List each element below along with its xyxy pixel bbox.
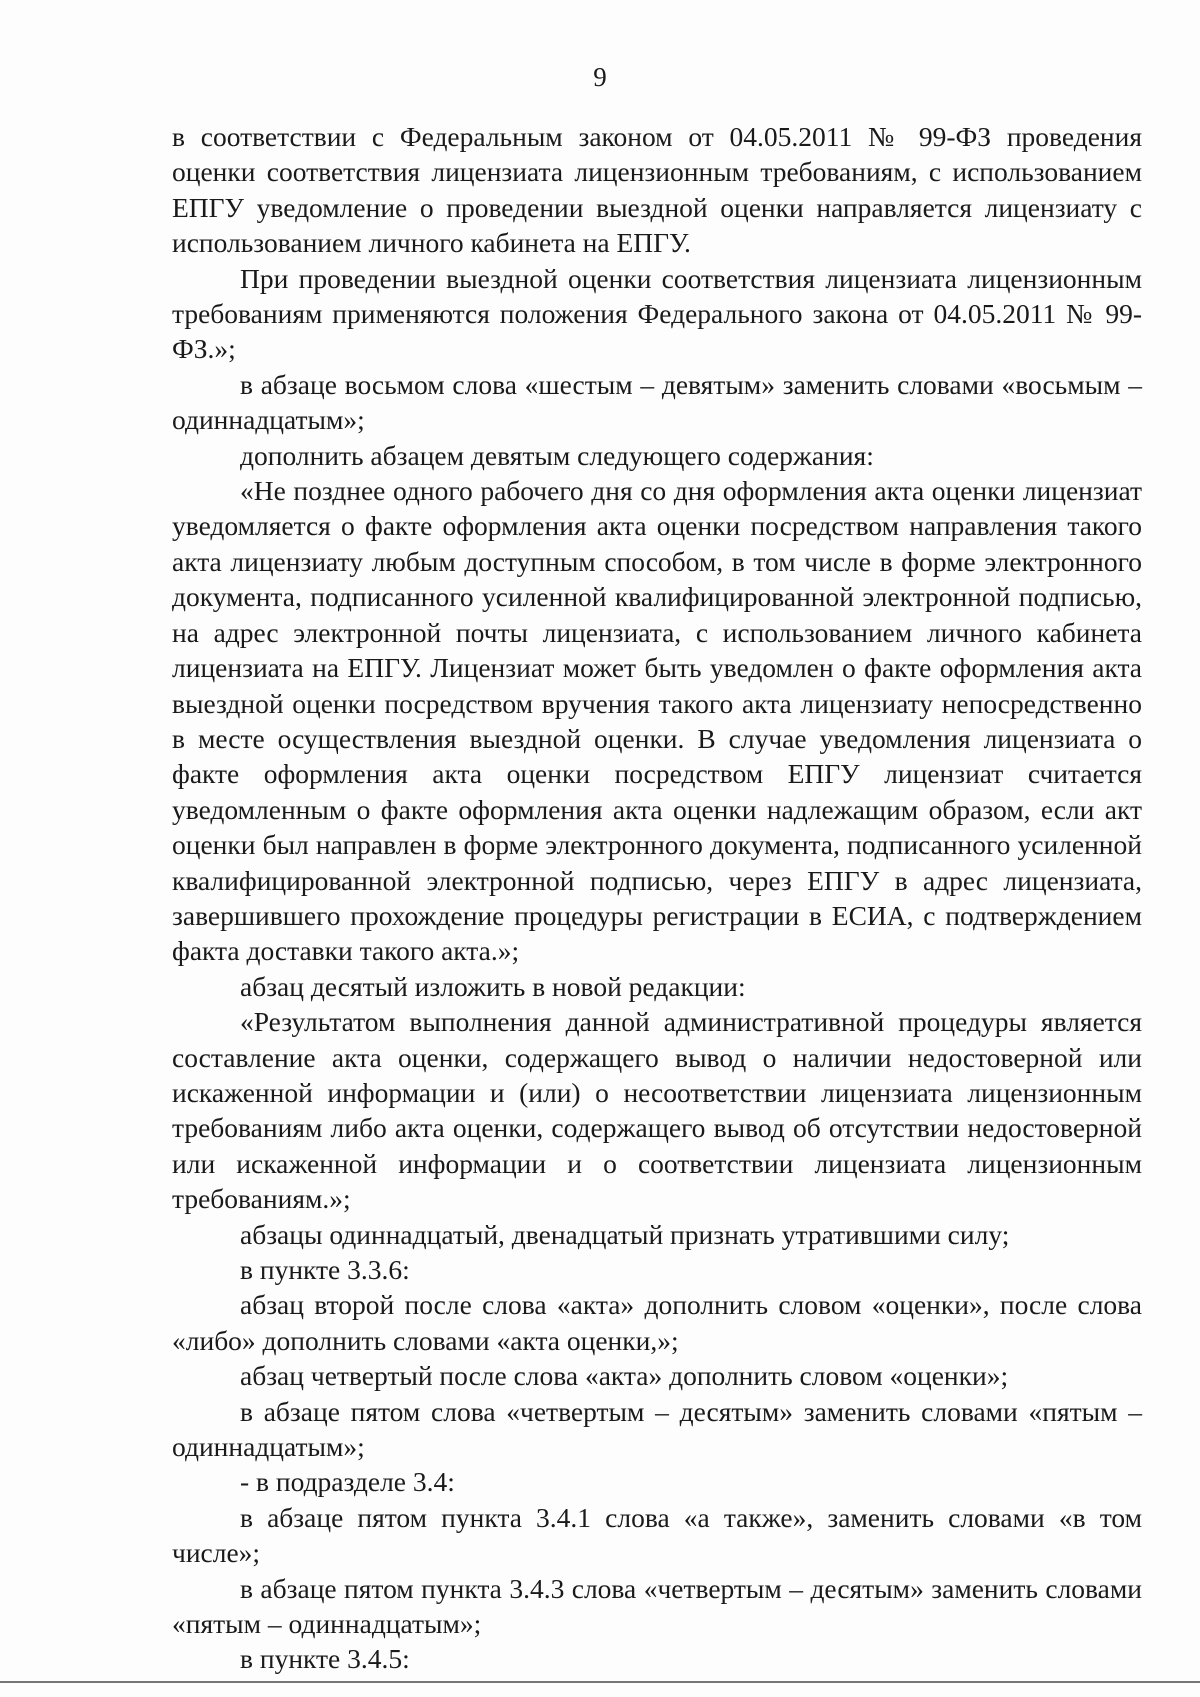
paragraph: При проведении выездной оценки соответствия лицензиата лицензионным требованиям применяются положения Федерального закона от 04.05.2011 № 99-ФЗ.»; (172, 262, 1142, 365)
paragraph: в пункте 3.4.5: (240, 1643, 410, 1675)
paragraph: в соответствии с Федеральным законом от 04.05.2011 № 99-ФЗ проведения оценки соответствия лицензиата лицензионным требованиям, с использованием ЕПГУ уведомление о проведении выездной оценки направляется лицензиату с использованием личного кабинета на ЕПГУ. (172, 121, 1142, 259)
paragraph: «Результатом выполнения данной административной процедуры является составление акта оценки, содержащего вывод о наличии недостоверной или искаженной информации и (или) о несоответствии лицензиата лицензионным требованиям либо акта оценки, содержащего вывод об отсутствии недостоверной или искаженной информации и о соответствии лицензиата лицензионным требованиям.»; (172, 1006, 1142, 1215)
paragraph: абзацы одиннадцатый, двенадцатый признать утратившими силу; (240, 1218, 1010, 1250)
page-number: 9 (593, 62, 607, 92)
paragraph: абзац десятый изложить в новой редакции: (240, 970, 746, 1002)
document-body (172, 119, 1142, 1677)
paragraph: в абзаце пятом пункта 3.4.3 слова «четвертым – десятым» заменить словами «пятым – одиннадцатым»; (172, 1572, 1142, 1640)
paragraph: в абзаце пятом пункта 3.4.1 слова «а также», заменить словами «в том числе»; (172, 1501, 1142, 1569)
paragraph: в пункте 3.3.6: (240, 1254, 410, 1285)
paragraph: абзац четвертый после слова «акта» дополнить словом «оценки»; (240, 1360, 1009, 1392)
paragraph: абзац второй после слова «акта» дополнить словом «оценки», после слова «либо» дополнить словами «акта оценки,»; (172, 1289, 1142, 1356)
page-bottom-rule (0, 1681, 1200, 1683)
paragraph: дополнить абзацем девятым следующего содержания: (240, 439, 874, 471)
paragraph: в абзаце восьмом слова «шестым – девятым» заменить словами «восьмым – одиннадцатым»; (172, 368, 1142, 436)
paragraph: «Не позднее одного рабочего дня со дня оформления акта оценки лицензиат уведомляется о факте оформления акта оценки посредством направления такого акта лицензиату любым доступным способом, в том числе в форме электронного документа, подписанного усиленной квалифицированной электронной подписью, на адрес электронной почты лицензиата, с использованием личного кабинета лицензиата на ЕПГУ. Лицензиат может быть уведомлен о факте оформления акта выездной оценки посредством вручения такого акта лицензиату непосредственно в месте осуществления выездной оценки. В случае уведомления лицензиата о факте оформления акта оценки посредством ЕПГУ лицензиат считается уведомленным о факте оформления акта оценки надлежащим образом, если акт оценки был направлен в форме электронного документа, подписанного усиленной квалифицированной электронной подписью, через ЕПГУ в адрес лицензиата, завершившего прохождение процедуры регистрации в ЕСИА, с подтверждением факта доставки такого акта.»; (172, 475, 1142, 967)
paragraph: в абзаце пятом слова «четвертым – десятым» заменить словами «пятым – одиннадцатым»; (172, 1395, 1142, 1463)
paragraph: - в подразделе 3.4: (240, 1466, 455, 1498)
